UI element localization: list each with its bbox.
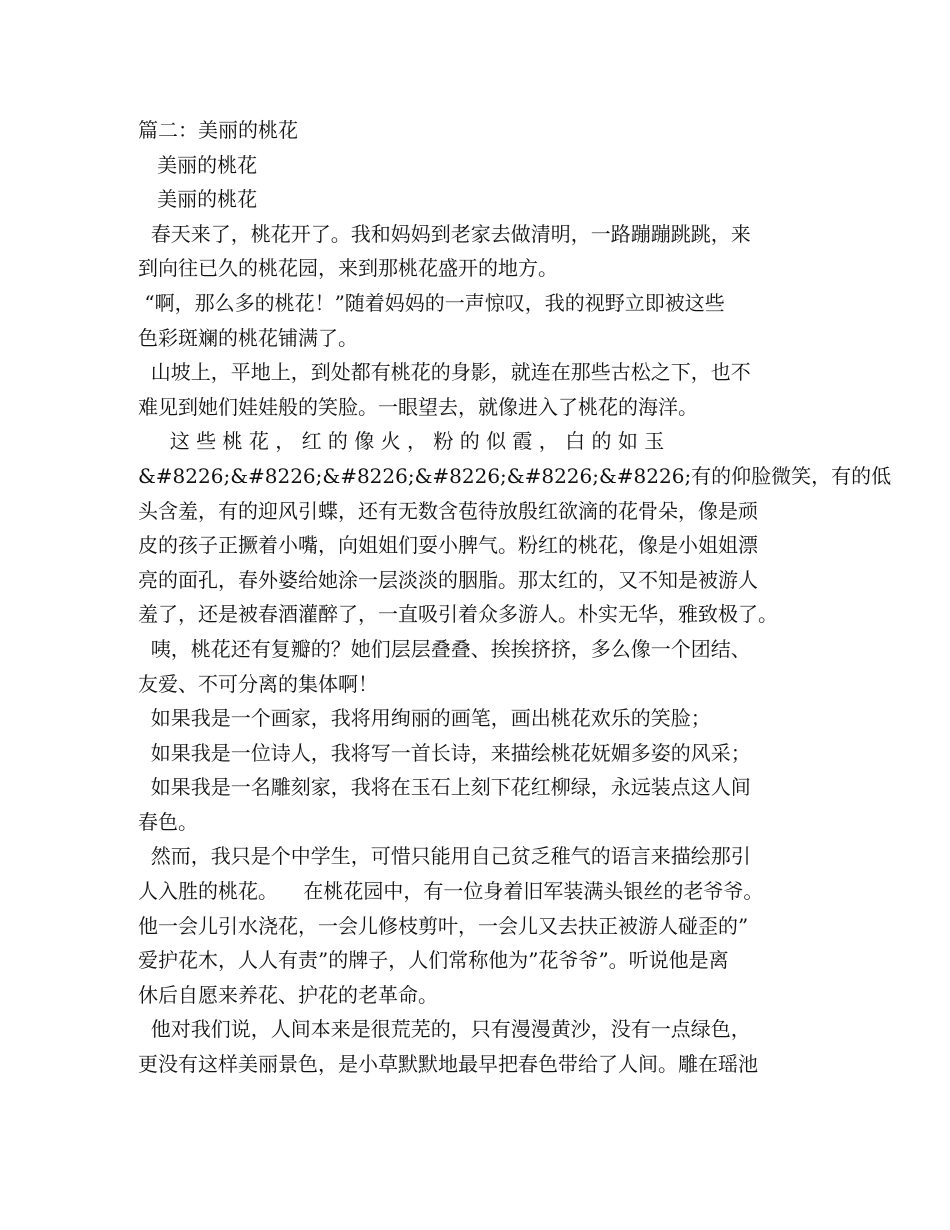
text-line: 羞了，还是被春酒灌醉了，一直吸引着众多游人。朴实无华，雅致极了。 bbox=[138, 602, 778, 627]
section-title: 篇二：美丽的桃花 bbox=[138, 118, 298, 142]
text-line: 色彩斑斓的桃花铺满了。 bbox=[138, 325, 358, 350]
document-body bbox=[138, 113, 892, 1082]
text-line: 然而，我只是个中学生，可惜只能用自己贫乏稚气的语言来描绘那引 bbox=[138, 844, 751, 869]
text-line: 春色。 bbox=[138, 809, 198, 834]
text-line: 爱护花木，人人有责”的牌子，人们常称他为”花爷爷”。听说他是离 bbox=[138, 948, 729, 973]
text-line: 这 些 桃 花 ， 红 的 像 火 ， 粉 的 似 霞 ， 白 的 如 玉 bbox=[138, 429, 665, 454]
text-line: &#8226;&#8226;&#8226;&#8226;&#8226;&#8226;有的仰脸微笑，有的低 bbox=[138, 463, 892, 488]
text-line: 到向往已久的桃花园，来到那桃花盛开的地方。 bbox=[138, 256, 558, 281]
text-line: 咦，桃花还有复瓣的？她们层层叠叠、挨挨挤挤，多么像一个团结、 bbox=[138, 636, 751, 661]
text-line: “啊，那么多的桃花！”随着妈妈的一声惊叹，我的视野立即被这些 bbox=[138, 290, 725, 315]
text-line: 更没有这样美丽景色，是小草默默地最早把春色带给了人间。雕在瑶池 bbox=[138, 1052, 758, 1077]
article-heading: 美丽的桃花 bbox=[138, 152, 258, 177]
text-line: 头含羞，有的迎风引蝶，还有无数含苞待放殷红欲滴的花骨朵，像是顽 bbox=[138, 498, 758, 523]
text-line: 如果我是一个画家，我将用绚丽的画笔，画出桃花欢乐的笑脸； bbox=[138, 706, 711, 731]
text-line: 他一会儿引水浇花，一会儿修枝剪叶，一会儿又去扶正被游人碰歪的” bbox=[138, 913, 749, 938]
text-line: 山坡上，平地上，到处都有桃花的身影，就连在那些古松之下，也不 bbox=[138, 360, 751, 385]
text-line: 他对我们说，人间本来是很荒芜的，只有漫漫黄沙，没有一点绿色， bbox=[138, 1017, 751, 1042]
text-line: 春天来了，桃花开了。我和妈妈到老家去做清明，一路蹦蹦跳跳，来 bbox=[138, 221, 751, 246]
text-line: 亮的面孔，春外婆给她涂一层淡淡的胭脂。那太红的，又不知是被游人 bbox=[138, 567, 758, 592]
text-line: 人入胜的桃花。 在桃花园中，有一位身着旧军装满头银丝的老爷爷。 bbox=[138, 879, 764, 904]
text-line: 友爱、不可分离的集体啊！ bbox=[138, 671, 378, 696]
text-line: 如果我是一名雕刻家，我将在玉石上刻下花红柳绿，永远装点这人间 bbox=[138, 775, 751, 800]
text-line: 皮的孩子正撅着小嘴，向姐姐们耍小脾气。粉红的桃花，像是小姐姐漂 bbox=[138, 533, 758, 558]
article-heading: 美丽的桃花 bbox=[138, 187, 258, 212]
text-line: 如果我是一位诗人，我将写一首长诗，来描绘桃花妩媚多姿的风采； bbox=[138, 740, 751, 765]
text-line: 休后自愿来养花、护花的老革命。 bbox=[138, 982, 438, 1007]
text-line: 难见到她们娃娃般的笑脸。一眼望去，就像进入了桃花的海洋。 bbox=[138, 394, 698, 419]
